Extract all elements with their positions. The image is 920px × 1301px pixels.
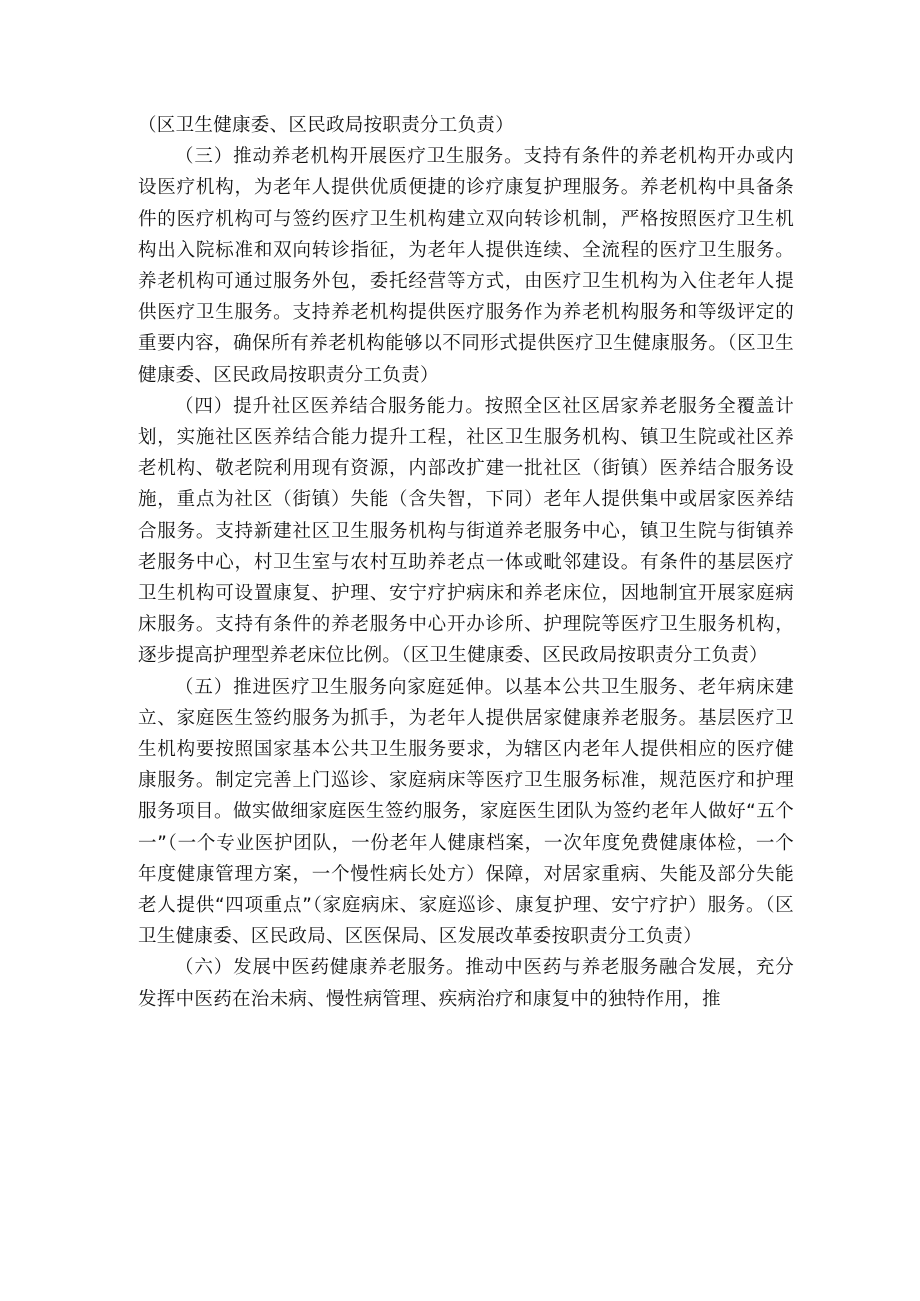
document-page <box>138 110 794 1015</box>
paragraph-4: （四）提升社区医养结合服务能力。按照全区社区居家养老服务全覆盖计划，实施社区医养结合能力提升工程，社区卫生服务机构、镇卫生院或社区养老机构、敬老院利用现有资源，内部改扩建一批社区（街镇）医养结合服务设施，重点为社区（街镇）失能（含失智，下同）老年人提供集中或居家医养结合服务。支持新建社区卫生服务机构与街道养老服务中心，镇卫生院与街镇养老服务中心，村卫生室与农村互助养老点一体或毗邻建设。有条件的基层医疗卫生机构可设置康复、护理、安宁疗护病床和养老床位，因地制宜开展家庭病床服务。支持有条件的养老服务中心开办诊所、护理院等医疗卫生服务机构，逐步提高护理型养老床位比例。（区卫生健康委、区民政局按职责分工负责） <box>138 395 794 667</box>
paragraph-6: （六）发展中医药健康养老服务。推动中医药与养老服务融合发展，充分发挥中医药在治未病、慢性病管理、疾病治疗和康复中的独特作用，推 <box>138 957 794 1010</box>
paragraph-3: （三）推动养老机构开展医疗卫生服务。支持有条件的养老机构开办或内设医疗机构，为老年人提供优质便捷的诊疗康复护理服务。养老机构中具备条件的医疗机构可与签约医疗卫生机构建立双向转诊机制，严格按照医疗卫生机构出入院标准和双向转诊指征，为老年人提供连续、全流程的医疗卫生服务。养老机构可通过服务外包，委托经营等方式，由医疗卫生机构为入住老年人提供医疗卫生服务。支持养老机构提供医疗服务作为养老机构服务和等级评定的重要内容，确保所有养老机构能够以不同形式提供医疗卫生健康服务。（区卫生健康委、区民政局按职责分工负责） <box>138 146 794 386</box>
lead-paragraph: （区卫生健康委、区民政局按职责分工负责） <box>138 115 515 136</box>
paragraph-5: （五）推进医疗卫生服务向家庭延伸。以基本公共卫生服务、老年病床建立、家庭医生签约服务为抓手，为老年人提供居家健康养老服务。基层医疗卫生机构要按照国家基本公共卫生服务要求，为辖区内老年人提供相应的医疗健康服务。制定完善上门巡诊、家庭病床等医疗卫生服务标准，规范医疗和护理服务项目。做实做细家庭医生签约服务，家庭医生团队为签约老年人做好“五个一”（一个专业医护团队，一份老年人健康档案，一次年度免费健康体检，一个年度健康管理方案，一个慢性病长处方）保障，对居家重病、失能及部分失能老人提供“四项重点”（家庭病床、家庭巡诊、康复护理、安宁疗护）服务。（区卫生健康委、区民政局、区医保局、区发展改革委按职责分工负责） <box>138 676 794 948</box>
